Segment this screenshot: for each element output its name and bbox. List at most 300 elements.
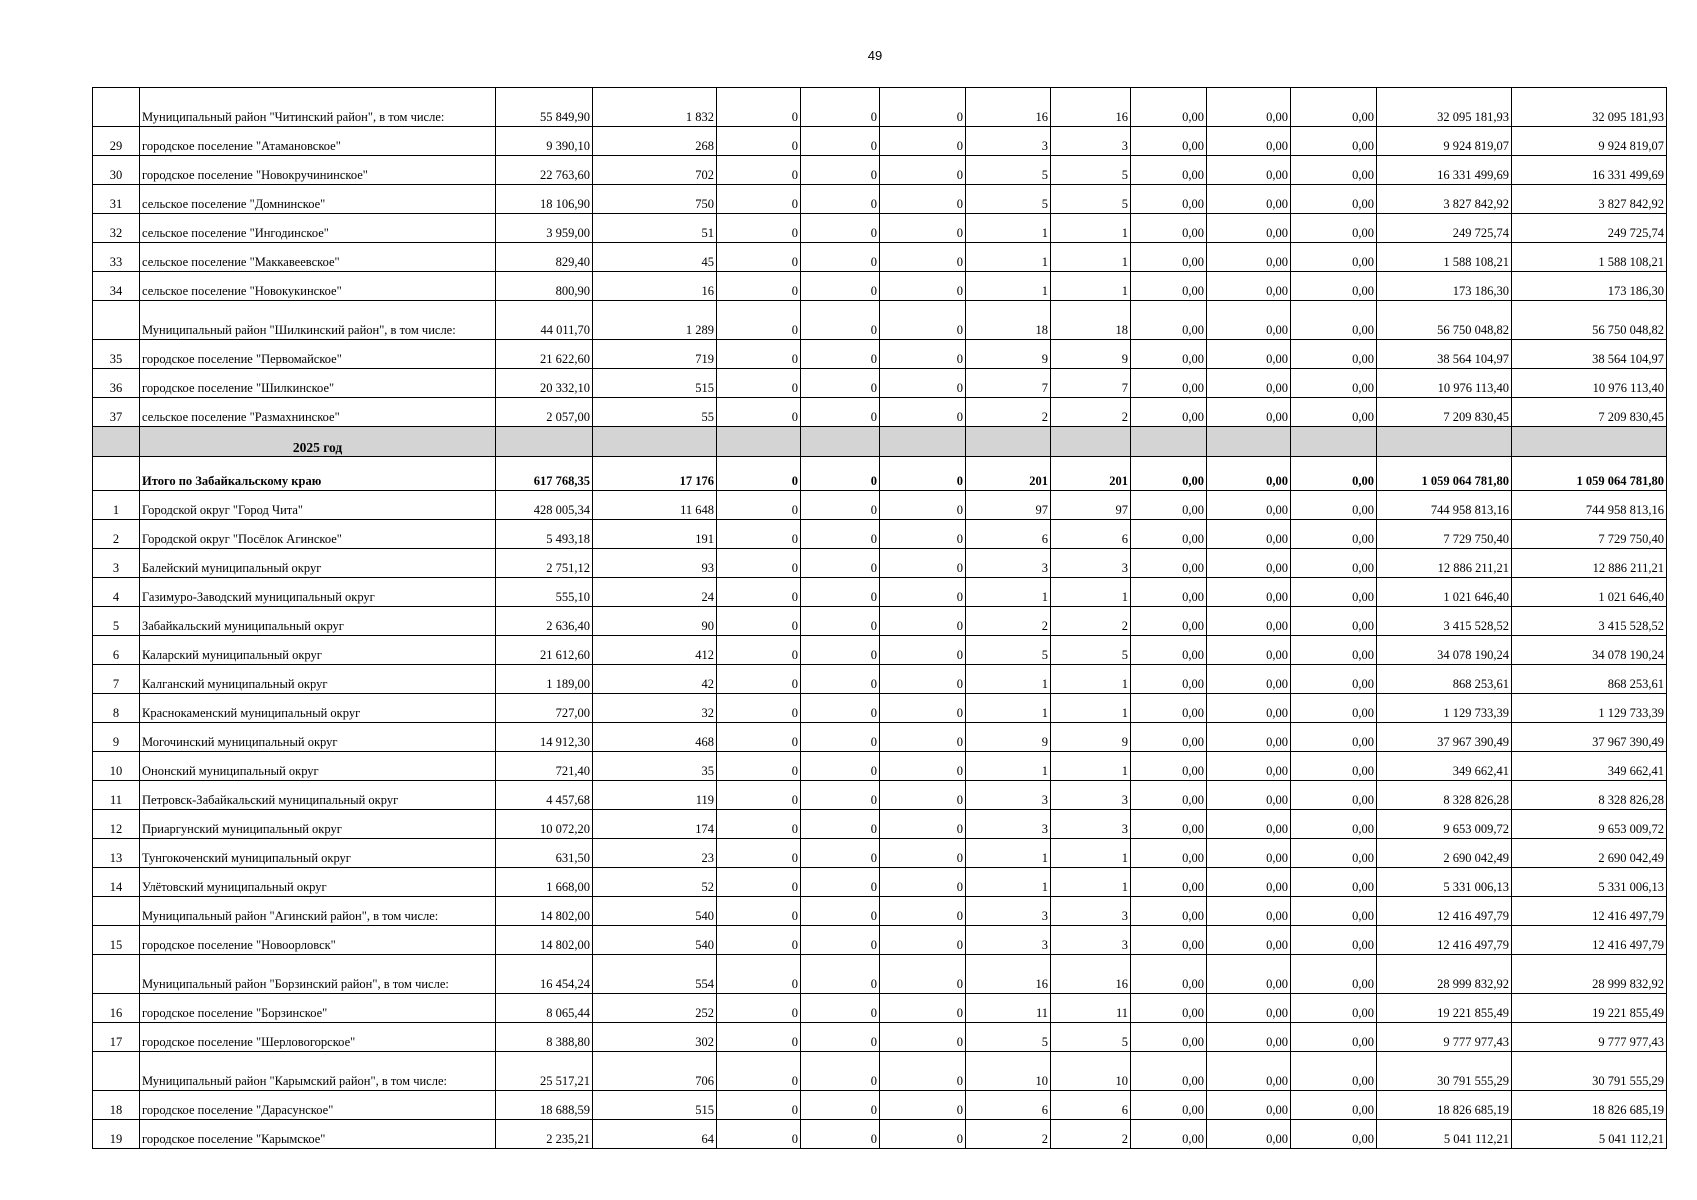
value-cell-col8: 0,00: [1131, 340, 1207, 369]
row-number: 9: [93, 723, 140, 752]
row-number: [93, 955, 140, 994]
value-cell-col2: 16: [593, 272, 717, 301]
value-cell-col5: 0: [880, 1120, 966, 1149]
value-cell-col2: 252: [593, 994, 717, 1023]
value-cell-col12: 249 725,74: [1512, 214, 1667, 243]
row-name: городское поселение "Новокручининское": [140, 156, 496, 185]
value-cell-col7: 2: [1051, 607, 1131, 636]
value-cell-col8: 0,00: [1131, 520, 1207, 549]
value-cell-col1: 21 612,60: [496, 636, 593, 665]
value-cell-col4: 0: [801, 926, 880, 955]
row-number: 30: [93, 156, 140, 185]
value-cell-col9: 0,00: [1207, 1091, 1291, 1120]
value-cell-col5: 0: [880, 926, 966, 955]
row-number: 37: [93, 398, 140, 427]
value-cell-col10: 0,00: [1291, 607, 1377, 636]
value-cell-col7: 1: [1051, 868, 1131, 897]
value-cell-col6: 2: [966, 607, 1051, 636]
row-number: 14: [93, 868, 140, 897]
table-row: [93, 868, 1667, 897]
value-cell-col11: 173 186,30: [1377, 272, 1512, 301]
value-cell-col11: 7 209 830,45: [1377, 398, 1512, 427]
value-cell-col11: 1 059 064 781,80: [1377, 457, 1512, 491]
value-cell-col10: 0,00: [1291, 127, 1377, 156]
value-cell-col1: 727,00: [496, 694, 593, 723]
table-row: [93, 897, 1667, 926]
value-cell-col9: 0,00: [1207, 810, 1291, 839]
value-cell-col11: 868 253,61: [1377, 665, 1512, 694]
value-cell-col6: 2: [966, 1120, 1051, 1149]
value-cell-col9: 0,00: [1207, 994, 1291, 1023]
value-cell-col3: 0: [717, 1120, 801, 1149]
value-cell-col5: 0: [880, 868, 966, 897]
value-cell-col1: 800,90: [496, 272, 593, 301]
value-cell-col2: 515: [593, 1091, 717, 1120]
value-cell-col8: 0,00: [1131, 810, 1207, 839]
value-cell-col2: 302: [593, 1023, 717, 1052]
value-cell-col11: 3 415 528,52: [1377, 607, 1512, 636]
value-cell-col9: 0,00: [1207, 214, 1291, 243]
table-row: [93, 810, 1667, 839]
table-row: [93, 1052, 1667, 1091]
value-cell-col2: 23: [593, 839, 717, 868]
value-cell-col9: 0,00: [1207, 636, 1291, 665]
value-cell-col12: 37 967 390,49: [1512, 723, 1667, 752]
value-cell-col4: 0: [801, 897, 880, 926]
row-number: 11: [93, 781, 140, 810]
value-cell-col6: 97: [966, 491, 1051, 520]
row-name: сельское поселение "Ингодинское": [140, 214, 496, 243]
total-row: [93, 457, 1667, 491]
value-cell-col5: 0: [880, 301, 966, 340]
value-cell-col3: 0: [717, 839, 801, 868]
value-cell-col6: 1: [966, 272, 1051, 301]
value-cell-col8: 0,00: [1131, 549, 1207, 578]
value-cell-col4: 0: [801, 156, 880, 185]
row-number: 13: [93, 839, 140, 868]
row-number: 32: [93, 214, 140, 243]
value-cell-col2: 42: [593, 665, 717, 694]
value-cell-col5: 0: [880, 88, 966, 127]
value-cell-col7: 3: [1051, 897, 1131, 926]
value-cell-col3: 0: [717, 578, 801, 607]
value-cell-col5: 0: [880, 897, 966, 926]
value-cell-col12: 744 958 813,16: [1512, 491, 1667, 520]
value-cell-col5: 0: [880, 1052, 966, 1091]
value-cell-col9: 0,00: [1207, 752, 1291, 781]
row-number: 36: [93, 369, 140, 398]
table-row: [93, 578, 1667, 607]
row-name: Каларский муниципальный округ: [140, 636, 496, 665]
value-cell-col1: 18 688,59: [496, 1091, 593, 1120]
row-name: городское поселение "Шилкинское": [140, 369, 496, 398]
value-cell-col8: 0,00: [1131, 578, 1207, 607]
value-cell-col6: 9: [966, 340, 1051, 369]
value-cell-col12: 12 416 497,79: [1512, 926, 1667, 955]
value-cell-col12: 28 999 832,92: [1512, 955, 1667, 994]
value-cell-col8: 0,00: [1131, 457, 1207, 491]
value-cell-col12: 18 826 685,19: [1512, 1091, 1667, 1120]
value-cell-col1: 14 802,00: [496, 926, 593, 955]
value-cell-col7: 2: [1051, 1120, 1131, 1149]
value-cell-col10: 0,00: [1291, 520, 1377, 549]
row-name: Могочинский муниципальный округ: [140, 723, 496, 752]
value-cell-col7: 97: [1051, 491, 1131, 520]
table-row: [93, 839, 1667, 868]
row-name: городское поселение "Шерловогорское": [140, 1023, 496, 1052]
value-cell-col4: 0: [801, 214, 880, 243]
value-cell-col3: 0: [717, 994, 801, 1023]
row-number: [93, 301, 140, 340]
value-cell-col6: 11: [966, 994, 1051, 1023]
row-name: городское поселение "Карымское": [140, 1120, 496, 1149]
value-cell-col10: 0,00: [1291, 398, 1377, 427]
table-row: [93, 272, 1667, 301]
value-cell-col8: 0,00: [1131, 897, 1207, 926]
row-name: Итого по Забайкальскому краю: [140, 457, 496, 491]
row-number: [93, 427, 140, 457]
value-cell-col10: 0,00: [1291, 781, 1377, 810]
value-cell-col10: 0,00: [1291, 752, 1377, 781]
row-number: [93, 457, 140, 491]
value-cell-col11: 5 331 006,13: [1377, 868, 1512, 897]
value-cell-col1: 10 072,20: [496, 810, 593, 839]
value-cell-col1: 20 332,10: [496, 369, 593, 398]
row-name: Муниципальный район "Карымский район", в том числе:: [140, 1052, 496, 1091]
value-cell-col10: 0,00: [1291, 839, 1377, 868]
value-cell-col12: 12 416 497,79: [1512, 897, 1667, 926]
value-cell-col5: 0: [880, 272, 966, 301]
section-header-row: [93, 427, 1667, 457]
value-cell-col6: 2: [966, 398, 1051, 427]
row-name: Калганский муниципальный округ: [140, 665, 496, 694]
value-cell-col5: 0: [880, 185, 966, 214]
value-cell-col9: 0,00: [1207, 694, 1291, 723]
value-cell-col9: 0,00: [1207, 185, 1291, 214]
value-cell-col12: 1 021 646,40: [1512, 578, 1667, 607]
value-cell-col1: 9 390,10: [496, 127, 593, 156]
value-cell-col9: 0,00: [1207, 665, 1291, 694]
value-cell-col1: [496, 427, 593, 457]
value-cell-col5: 0: [880, 723, 966, 752]
row-name: Городской округ "Город Чита": [140, 491, 496, 520]
value-cell-col2: [593, 427, 717, 457]
row-name: сельское поселение "Размахнинское": [140, 398, 496, 427]
value-cell-col4: 0: [801, 1052, 880, 1091]
value-cell-col1: 16 454,24: [496, 955, 593, 994]
row-name: Петровск-Забайкальский муниципальный округ: [140, 781, 496, 810]
value-cell-col4: 0: [801, 369, 880, 398]
value-cell-col4: 0: [801, 839, 880, 868]
table-row: [93, 214, 1667, 243]
value-cell-col1: 14 912,30: [496, 723, 593, 752]
value-cell-col9: 0,00: [1207, 1052, 1291, 1091]
value-cell-col11: 10 976 113,40: [1377, 369, 1512, 398]
value-cell-col7: [1051, 427, 1131, 457]
value-cell-col11: 37 967 390,49: [1377, 723, 1512, 752]
row-number: 33: [93, 243, 140, 272]
value-cell-col3: 0: [717, 549, 801, 578]
value-cell-col3: 0: [717, 88, 801, 127]
row-number: 12: [93, 810, 140, 839]
value-cell-col12: 56 750 048,82: [1512, 301, 1667, 340]
value-cell-col1: 44 011,70: [496, 301, 593, 340]
value-cell-col1: 8 065,44: [496, 994, 593, 1023]
value-cell-col9: 0,00: [1207, 897, 1291, 926]
value-cell-col5: 0: [880, 243, 966, 272]
value-cell-col4: 0: [801, 340, 880, 369]
value-cell-col10: 0,00: [1291, 214, 1377, 243]
value-cell-col5: 0: [880, 369, 966, 398]
value-cell-col10: 0,00: [1291, 1023, 1377, 1052]
value-cell-col4: 0: [801, 1023, 880, 1052]
value-cell-col10: 0,00: [1291, 994, 1377, 1023]
table-row: [93, 185, 1667, 214]
value-cell-col12: 1 059 064 781,80: [1512, 457, 1667, 491]
value-cell-col6: 1: [966, 578, 1051, 607]
value-cell-col7: 3: [1051, 810, 1131, 839]
value-cell-col1: 55 849,90: [496, 88, 593, 127]
value-cell-col10: 0,00: [1291, 665, 1377, 694]
value-cell-col7: 1: [1051, 694, 1131, 723]
value-cell-col4: [801, 427, 880, 457]
value-cell-col4: 0: [801, 868, 880, 897]
value-cell-col10: 0,00: [1291, 1091, 1377, 1120]
value-cell-col9: 0,00: [1207, 578, 1291, 607]
value-cell-col2: 540: [593, 926, 717, 955]
value-cell-col10: 0,00: [1291, 340, 1377, 369]
row-name: городское поселение "Первомайское": [140, 340, 496, 369]
table-row: [93, 955, 1667, 994]
value-cell-col12: 9 777 977,43: [1512, 1023, 1667, 1052]
value-cell-col11: [1377, 427, 1512, 457]
row-name: сельское поселение "Маккавеевское": [140, 243, 496, 272]
value-cell-col4: 0: [801, 243, 880, 272]
value-cell-col7: 5: [1051, 1023, 1131, 1052]
value-cell-col7: 1: [1051, 578, 1131, 607]
table-row: [93, 926, 1667, 955]
value-cell-col11: 1 021 646,40: [1377, 578, 1512, 607]
table-row: [93, 607, 1667, 636]
value-cell-col3: 0: [717, 369, 801, 398]
value-cell-col5: 0: [880, 398, 966, 427]
value-cell-col5: 0: [880, 549, 966, 578]
value-cell-col4: 0: [801, 272, 880, 301]
value-cell-col3: 0: [717, 301, 801, 340]
value-cell-col12: 16 331 499,69: [1512, 156, 1667, 185]
value-cell-col10: 0,00: [1291, 636, 1377, 665]
value-cell-col1: 5 493,18: [496, 520, 593, 549]
row-name: Краснокаменский муниципальный округ: [140, 694, 496, 723]
row-number: 7: [93, 665, 140, 694]
value-cell-col11: 744 958 813,16: [1377, 491, 1512, 520]
value-cell-col10: 0,00: [1291, 694, 1377, 723]
value-cell-col7: 2: [1051, 398, 1131, 427]
value-cell-col8: 0,00: [1131, 272, 1207, 301]
value-cell-col11: 9 924 819,07: [1377, 127, 1512, 156]
value-cell-col1: 2 235,21: [496, 1120, 593, 1149]
value-cell-col3: 0: [717, 214, 801, 243]
row-number: 8: [93, 694, 140, 723]
row-name: Городской округ "Посёлок Агинское": [140, 520, 496, 549]
value-cell-col4: 0: [801, 398, 880, 427]
table-row: [93, 723, 1667, 752]
value-cell-col10: 0,00: [1291, 243, 1377, 272]
value-cell-col8: 0,00: [1131, 868, 1207, 897]
row-number: 6: [93, 636, 140, 665]
value-cell-col6: 3: [966, 926, 1051, 955]
value-cell-col9: 0,00: [1207, 1023, 1291, 1052]
value-cell-col9: 0,00: [1207, 491, 1291, 520]
row-number: 31: [93, 185, 140, 214]
value-cell-col12: 7 729 750,40: [1512, 520, 1667, 549]
value-cell-col10: 0,00: [1291, 1052, 1377, 1091]
value-cell-col3: 0: [717, 1052, 801, 1091]
value-cell-col5: 0: [880, 955, 966, 994]
table-row: [93, 665, 1667, 694]
value-cell-col2: 719: [593, 340, 717, 369]
row-number: 18: [93, 1091, 140, 1120]
value-cell-col2: 554: [593, 955, 717, 994]
table-row: [93, 781, 1667, 810]
value-cell-col5: 0: [880, 781, 966, 810]
value-cell-col4: 0: [801, 607, 880, 636]
value-cell-col9: 0,00: [1207, 457, 1291, 491]
row-number: [93, 88, 140, 127]
table-body: [93, 88, 1667, 1149]
row-name: городское поселение "Атамановское": [140, 127, 496, 156]
value-cell-col11: 8 328 826,28: [1377, 781, 1512, 810]
row-name: городское поселение "Борзинское": [140, 994, 496, 1023]
value-cell-col9: 0,00: [1207, 868, 1291, 897]
value-cell-col8: 0,00: [1131, 1091, 1207, 1120]
value-cell-col1: 14 802,00: [496, 897, 593, 926]
value-cell-col11: 1 588 108,21: [1377, 243, 1512, 272]
value-cell-col4: 0: [801, 994, 880, 1023]
value-cell-col7: 5: [1051, 185, 1131, 214]
value-cell-col2: 51: [593, 214, 717, 243]
table-row: [93, 994, 1667, 1023]
value-cell-col10: 0,00: [1291, 810, 1377, 839]
value-cell-col11: 12 416 497,79: [1377, 897, 1512, 926]
value-cell-col9: 0,00: [1207, 926, 1291, 955]
value-cell-col4: 0: [801, 810, 880, 839]
value-cell-col3: 0: [717, 127, 801, 156]
value-cell-col10: 0,00: [1291, 491, 1377, 520]
value-cell-col12: 9 653 009,72: [1512, 810, 1667, 839]
row-name: Газимуро-Заводский муниципальный округ: [140, 578, 496, 607]
value-cell-col11: 12 416 497,79: [1377, 926, 1512, 955]
value-cell-col8: 0,00: [1131, 185, 1207, 214]
value-cell-col5: 0: [880, 1091, 966, 1120]
value-cell-col9: 0,00: [1207, 839, 1291, 868]
value-cell-col9: 0,00: [1207, 398, 1291, 427]
page-number: 49: [867, 48, 883, 63]
row-number: 15: [93, 926, 140, 955]
value-cell-col5: 0: [880, 578, 966, 607]
value-cell-col2: 64: [593, 1120, 717, 1149]
value-cell-col4: 0: [801, 723, 880, 752]
value-cell-col8: 0,00: [1131, 1120, 1207, 1149]
value-cell-col7: 6: [1051, 1091, 1131, 1120]
row-name: Муниципальный район "Шилкинский район", в том числе:: [140, 301, 496, 340]
value-cell-col12: 8 328 826,28: [1512, 781, 1667, 810]
value-cell-col9: 0,00: [1207, 549, 1291, 578]
row-name: Тунгокоченский муниципальный округ: [140, 839, 496, 868]
value-cell-col4: 0: [801, 781, 880, 810]
value-cell-col4: 0: [801, 88, 880, 127]
value-cell-col11: 34 078 190,24: [1377, 636, 1512, 665]
value-cell-col7: 16: [1051, 955, 1131, 994]
value-cell-col1: 8 388,80: [496, 1023, 593, 1052]
row-number: 2: [93, 520, 140, 549]
value-cell-col8: 0,00: [1131, 955, 1207, 994]
value-cell-col8: 0,00: [1131, 607, 1207, 636]
value-cell-col6: 201: [966, 457, 1051, 491]
value-cell-col7: 10: [1051, 1052, 1131, 1091]
value-cell-col2: 1 832: [593, 88, 717, 127]
value-cell-col9: 0,00: [1207, 369, 1291, 398]
value-cell-col8: 0,00: [1131, 839, 1207, 868]
value-cell-col8: 0,00: [1131, 636, 1207, 665]
value-cell-col7: 3: [1051, 127, 1131, 156]
value-cell-col2: 191: [593, 520, 717, 549]
value-cell-col3: 0: [717, 955, 801, 994]
value-cell-col8: 0,00: [1131, 127, 1207, 156]
row-name: Ононский муниципальный округ: [140, 752, 496, 781]
value-cell-col2: 515: [593, 369, 717, 398]
value-cell-col12: 868 253,61: [1512, 665, 1667, 694]
table-row: [93, 398, 1667, 427]
value-cell-col5: 0: [880, 127, 966, 156]
value-cell-col12: 1 588 108,21: [1512, 243, 1667, 272]
value-cell-col11: 7 729 750,40: [1377, 520, 1512, 549]
value-cell-col3: 0: [717, 491, 801, 520]
value-cell-col4: 0: [801, 301, 880, 340]
value-cell-col10: 0,00: [1291, 156, 1377, 185]
value-cell-col5: 0: [880, 520, 966, 549]
value-cell-col6: 1: [966, 752, 1051, 781]
value-cell-col5: 0: [880, 214, 966, 243]
value-cell-col3: 0: [717, 243, 801, 272]
value-cell-col8: 0,00: [1131, 88, 1207, 127]
value-cell-col5: [880, 427, 966, 457]
value-cell-col11: 18 826 685,19: [1377, 1091, 1512, 1120]
row-number: 10: [93, 752, 140, 781]
value-cell-col5: 0: [880, 665, 966, 694]
value-cell-col8: 0,00: [1131, 694, 1207, 723]
row-number: 3: [93, 549, 140, 578]
value-cell-col2: 468: [593, 723, 717, 752]
row-number: 16: [93, 994, 140, 1023]
value-cell-col7: 11: [1051, 994, 1131, 1023]
row-number: 19: [93, 1120, 140, 1149]
table-row: [93, 694, 1667, 723]
value-cell-col9: 0,00: [1207, 301, 1291, 340]
value-cell-col9: 0,00: [1207, 723, 1291, 752]
value-cell-col3: 0: [717, 520, 801, 549]
value-cell-col5: 0: [880, 156, 966, 185]
value-cell-col9: 0,00: [1207, 607, 1291, 636]
value-cell-col6: 7: [966, 369, 1051, 398]
table-row: [93, 491, 1667, 520]
value-cell-col12: 3 827 842,92: [1512, 185, 1667, 214]
table-row: [93, 88, 1667, 127]
value-cell-col3: 0: [717, 723, 801, 752]
value-cell-col5: 0: [880, 340, 966, 369]
value-cell-col5: 0: [880, 839, 966, 868]
value-cell-col5: 0: [880, 607, 966, 636]
